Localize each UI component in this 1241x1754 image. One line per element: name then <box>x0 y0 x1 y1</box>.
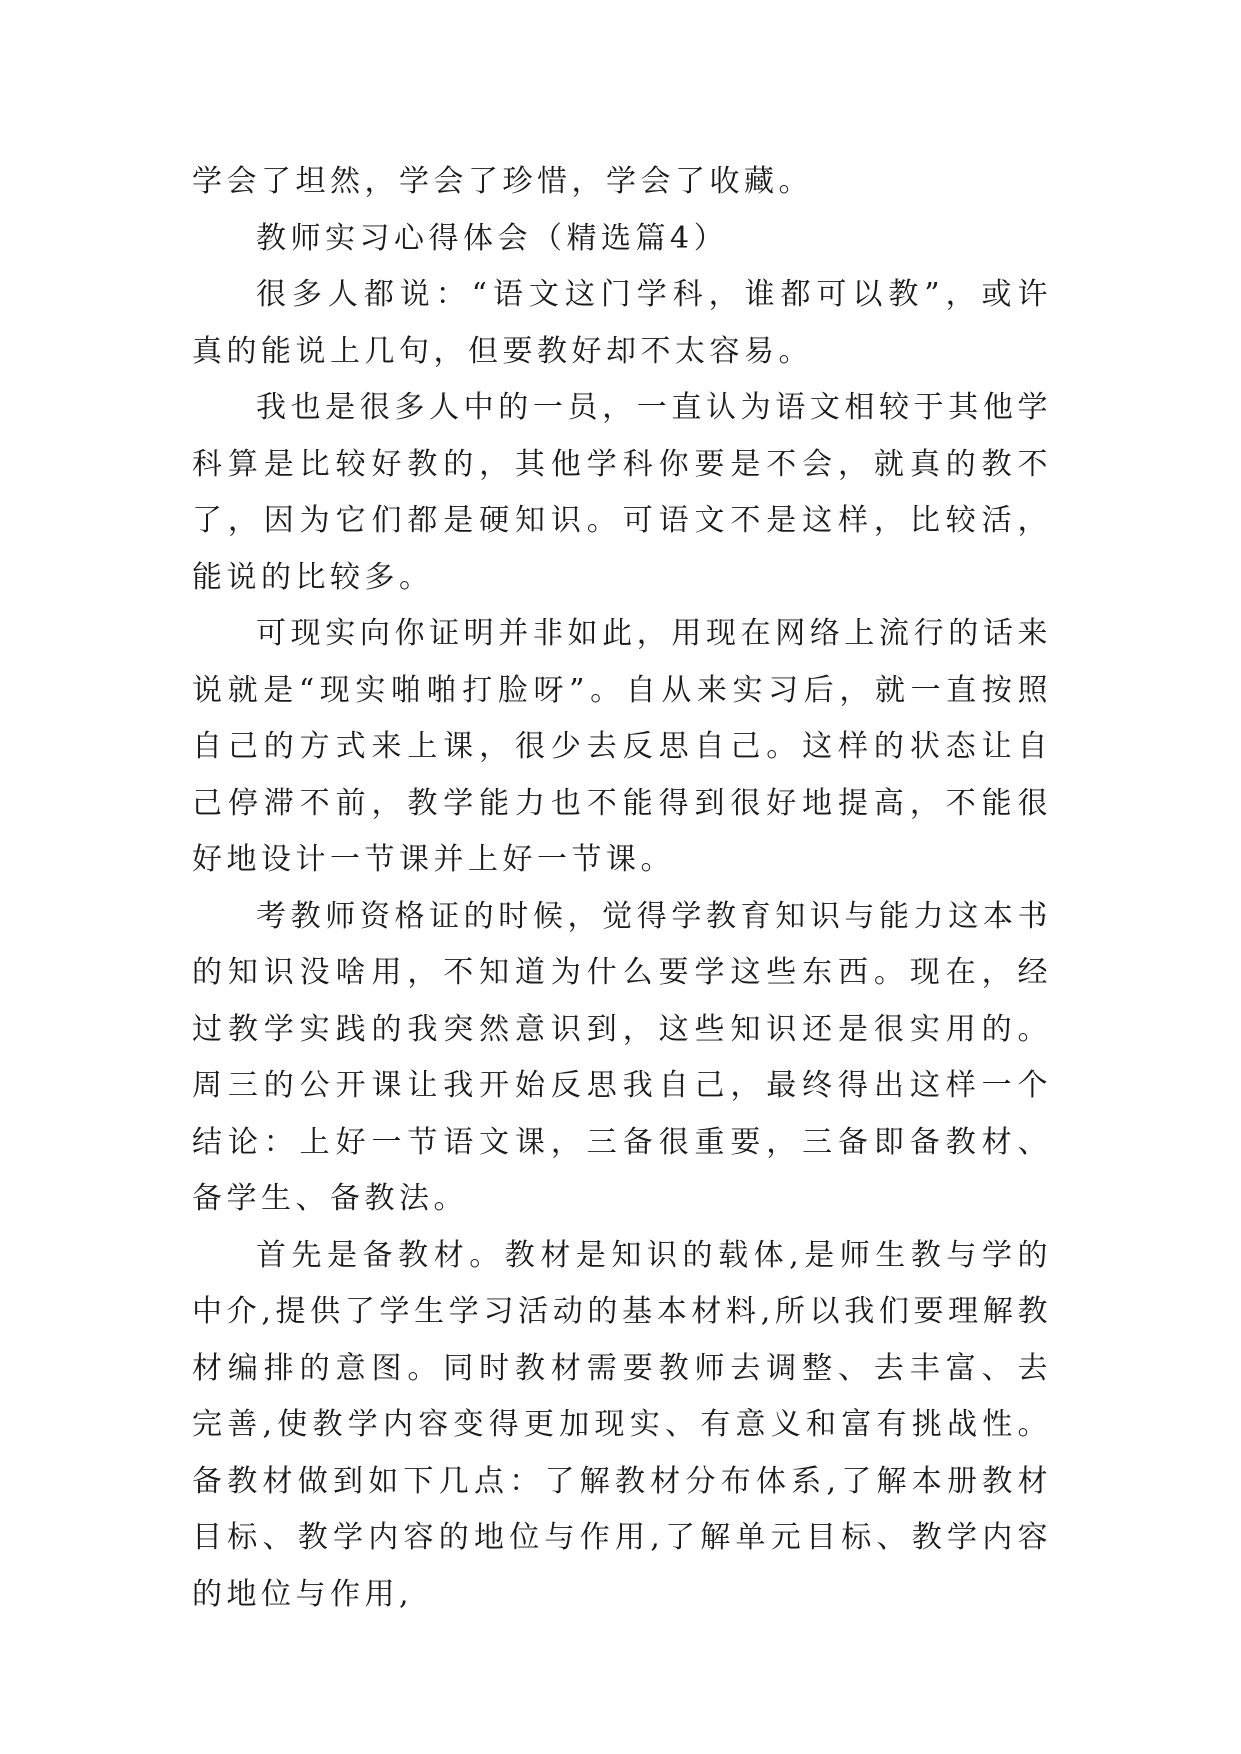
paragraph: 可现实向你证明并非如此，用现在网络上流行的话来说就是“现实啪啪打脸呀”。自从来实习后，就一直按照自己的方式来上课，很少去反思自己。这样的状态让自己停滞不前，教学能力也不能得到很好地提高，不能很好地设计一节课并上好一节课。 <box>192 616 1052 877</box>
paragraph: 我也是很多人中的一员，一直认为语文相较于其他学科算是比较好教的，其他学科你要是不会，就真的教不了，因为它们都是硬知识。可语文不是这样，比较活，能说的比较多。 <box>192 390 1052 595</box>
paragraph: 很多人都说：“语文这门学科，谁都可以教”，或许真的能说上几句，但要教好却不太容易。 <box>192 277 1052 369</box>
section-heading: 教师实习心得体会（精选篇4） <box>256 220 729 256</box>
paragraph: 首先是备教材。教材是知识的载体,是师生教与学的中介,提供了学生学习活动的基本材料,所以我们要理解教材编排的意图。同时教材需要教师去调整、去丰富、去完善,使教学内容变得更加现实、有意义和富有挑战性。备教材做到如下几点：了解教材分布体系,了解本册教材目标、教学内容的地位与作用,了解单元目标、教学内容的地位与作用, <box>192 1237 1052 1612</box>
paragraph-continuation: 学会了坦然，学会了珍惜，学会了收藏。 <box>192 164 813 199</box>
document-body <box>192 154 1052 1623</box>
paragraph: 考教师资格证的时候，觉得学教育知识与能力这本书的知识没啥用，不知道为什么要学这些东西。现在，经过教学实践的我突然意识到，这些知识还是很实用的。周三的公开课让我开始反思我自己，最终得出这样一个结论：上好一节语文课，三备很重要，三备即备教材、备学生、备教法。 <box>192 898 1052 1216</box>
